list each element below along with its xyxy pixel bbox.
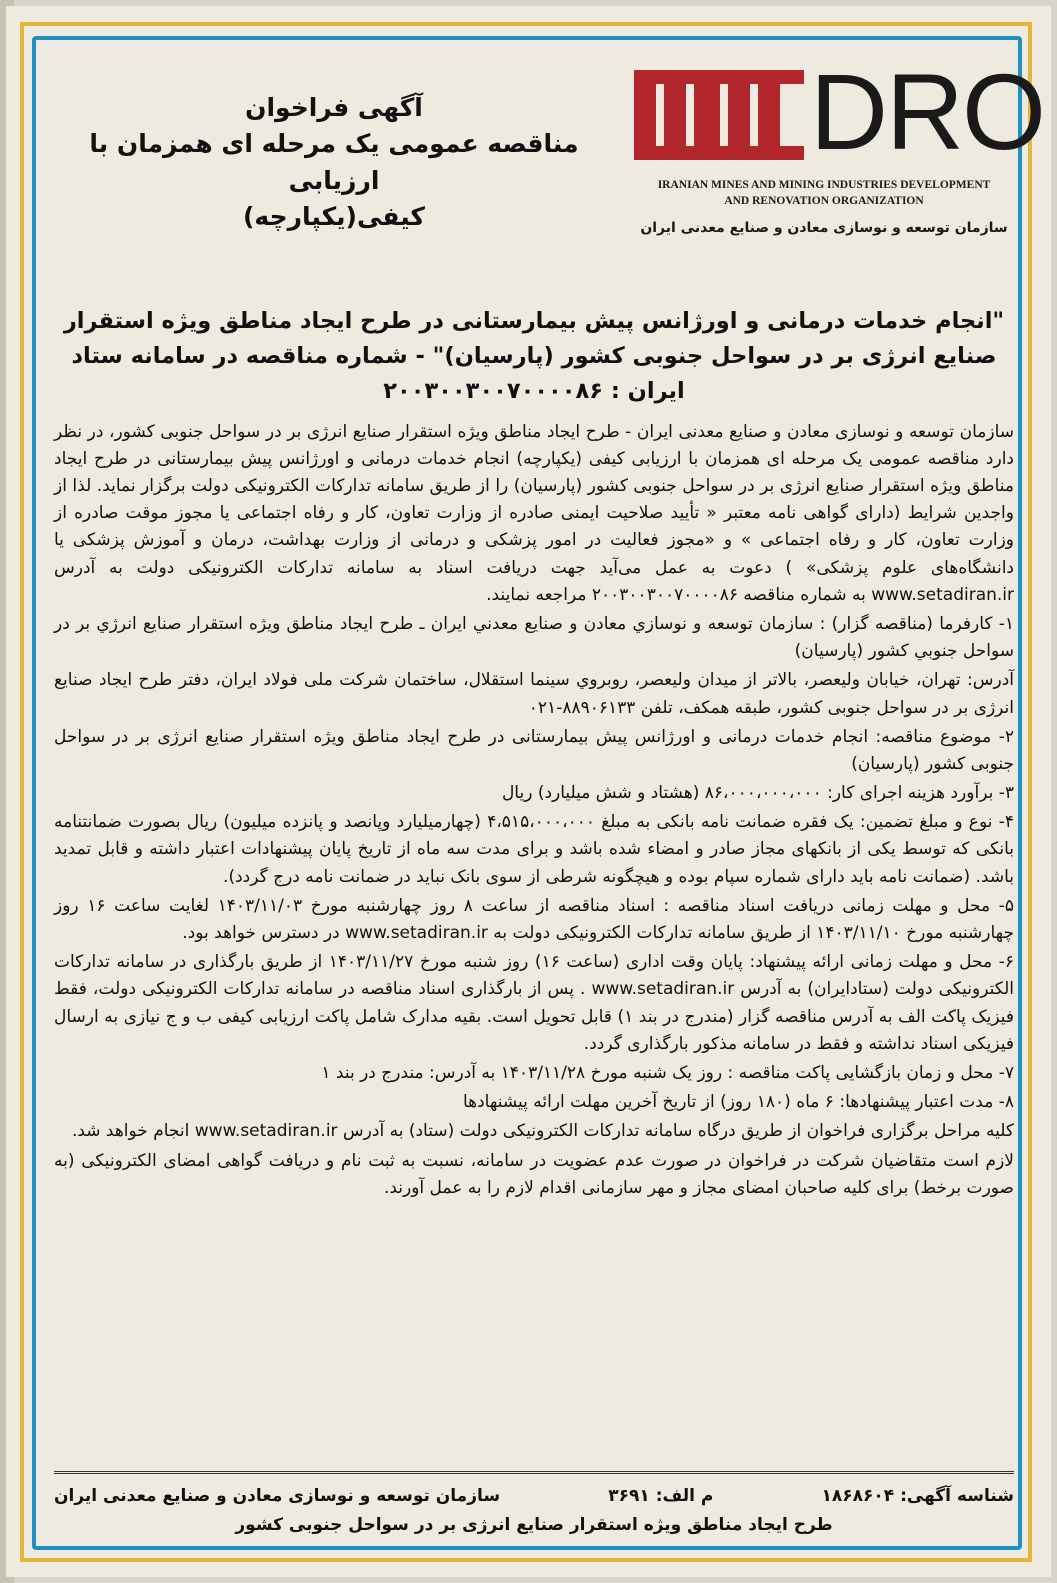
logo-word: DRO (810, 51, 1044, 172)
item-document-deadline: ۵- محل و مهلت زمانی دریافت اسناد مناقصه : اسناد مناقصه از ساعت ۸ روز چهارشنبه مورخ ۱۴۰۳/۱۱/۰۳ لغایت ساعت ۱۶ روز چهارشنبه مورخ ۱۴۰۳/۱۱/۱۰ از طریق سامانه تدارکات الکترونیکی دولت به www.setadiran.ir در دسترس خواهد بود. (54, 895, 1014, 943)
note-registration: لازم است متقاضیان شرکت در فراخوان در صورت عدم عضویت در سامانه، نسبت به ثبت نام و دریافت گواهی امضای الکترونیکی (به صورت برخط) برای کلیه صاحبان امضای مجاز و مهر سازمانی اقدام لازم را به عمل آورند. (54, 1150, 1014, 1198)
item-guarantee: ۴- نوع و مبلغ تضمین: یک فقره ضمانت نامه بانکی به مبلغ ۴،۵۱۵،۰۰۰،۰۰۰ (چهارمیلیارد وپانصد و پانزده میلیون) ریال بصورت ضمانتنامه بانکی که توسط یکی از بانکهای مجاز صادر و امضاء شده باشد و برای مدت سه ماه از تاریخ پایان پیشنهادات اعتبار داشته و قابل تمدید باشد. (ضمانت نامه باید دارای شماره سپام بوده و هیچگونه شرطی از سوی بانک نباید در ضمانت نامه درج گردد). (54, 812, 1014, 887)
ad-content (54, 51, 1044, 1540)
item-cost-estimate: ۳- برآورد هزینه اجرای کار: ۸۶،۰۰۰،۰۰۰،۰۰۰ (هشتاد و شش میلیارد) ریال (501, 783, 1014, 804)
ad-footer (54, 1471, 1014, 1540)
logo-english-name (634, 178, 1014, 209)
footer-row (54, 1482, 1014, 1511)
logo-bars-icon (634, 70, 824, 160)
logo-english-line-2: AND RENOVATION ORGANIZATION (724, 194, 924, 207)
intro-paragraph: سازمان توسعه و نوسازی معادن و صنایع معدنی ایران - طرح ایجاد مناطق ویژه استقرار صنایع انرژی بر در سواحل جنوبی کشور، در نظر دارد مناقصه عمومی یک مرحله ای همزمان با ارزیابی کیفی (یکپارچه) انجام خدمات درمانی و اورژانس پیش بیمارستانی در طرح ایجاد مناطق ویژه استقرار صنایع انرژی بر در سواحل جنوبی کشور (پارسیان) را از طریق سامانه تدارکات الکترونیکی دولت برگزار نماید. لذا از واجدین شرایط (دارای گواهی نامه معتبر « تأیید صلاحیت ایمنی صادره از وزارت تعاون، کار و رفاه اجتماعی یا مجوز موقت صادره از وزارت تعاون، کار و رفاه اجتماعی » و «مجوز فعالیت در امور پزشکی و درمانی از وزارت بهداشت، درمان و آموزش پزشکی یا دانشگاه‌های علوم پزشکی» ) دعوت به عمل می‌آید جهت دریافت اسناد به سامانه تدارکات الکترونیکی دولت به آدرس www.setadiran.ir به شماره مناقصه ۲۰۰۳۰۰۳۰۰۷۰۰۰۰۸۶ مراجعه نمایند. (54, 421, 1014, 605)
item-submission-deadline: ۶- محل و مهلت زمانی ارائه پیشنهاد: پایان وقت اداری (ساعت ۱۶) روز شنبه مورخ ۱۴۰۳/۱۱/۲۷ از طریق بارگذاری در سامانه تدارکات الکترونیکی دولت (ستادایران) به آدرس www.setadiran.ir . پس از بارگذاری اسناد مناقصه در سامانه تدارکات الکترونیکی دولت، فقط فیزیک پاکت الف به آدرس مناقصه گزار (مندرج در بند ۱) قابل تحویل است. بقیه مدارک شامل پاکت ارزیابی کیفی ب و ج نیازی به ارسال فیزیکی اسناد نداشته و فقط در سامانه مذکور بارگذاری گردد. (54, 952, 1015, 1054)
logo-persian-name: سازمان توسعه و نوسازی معادن و صنایع معدنی ایران (640, 220, 1008, 236)
item-opening: ۷- محل و زمان بازگشایی پاکت مناقصه : روز یک شنبه مورخ ۱۴۰۳/۱۱/۲۸ به آدرس: مندرج در بند ۱ (321, 1062, 1014, 1083)
m-alef: م الف: ۳۶۹۱ (608, 1486, 714, 1507)
ad-id: شناسه آگهی: ۱۸۶۸۶۰۴ (821, 1486, 1014, 1507)
note-stages: کلیه مراحل برگزاری فراخوان از طریق درگاه سامانه تدارکات الکترونیکی دولت (ستاد) به آدرس www.setadiran.ir انجام خواهد شد. (71, 1121, 1014, 1142)
footer-org: سازمان توسعه و نوسازی معادن و صنایع معدنی ایران (54, 1486, 501, 1507)
logo-english-line-1: IRANIAN MINES AND MINING INDUSTRIES DEVELOPMENT (657, 179, 991, 191)
item-subject: ۲- موضوع مناقصه: انجام خدمات درمانی و اورژانس پیش بیمارستانی در طرح ایجاد مناطق ویژه استقرار صنایع انرژی بر در سواحل جنوبی کشور (پارسیان) (54, 726, 1014, 774)
ad-header (54, 51, 1044, 310)
title-line-3: کیفی(یکپارچه) (243, 201, 425, 231)
ad-title (54, 90, 614, 235)
imidro-logo (634, 51, 1044, 250)
tender-subject: "انجام خدمات درمانی و اورژانس پیش بیمارستانی در طرح ایجاد مناطق ویژه استقرار صنایع انرژی بر در سواحل جنوبی کشور (پارسیان)" - شماره مناقصه در سامانه ستاد ایران : ۲۰۰۳۰۰۳۰۰۷۰۰۰۰۸۶ (63, 308, 1005, 404)
item-validity: ۸- مدت اعتبار پیشنهادها: ۶ ماه (۱۸۰ روز) از تاریخ آخرین مهلت ارائه پیشنهادها (462, 1092, 1014, 1113)
footer-project: طرح ایجاد مناطق ویژه استقرار صنایع انرژی بر در سواحل جنوبی کشور (235, 1515, 833, 1536)
title-line-1: آگهی فراخوان (245, 93, 423, 122)
item-address: آدرس: تهران، خيابان وليعصر، بالاتر از ميدان وليعصر، روبروي سينما استقلال، ساختمان شركت ملی فولاد ايران، دفتر طرح ايجاد صنايع انرژی بر در سواحل جنوبی كشور، طبقه همكف، تلفن ۸۸۹۰۶۱۳۳-۰۲۱ (54, 670, 1014, 718)
title-line-2: مناقصه عمومی یک مرحله ای همزمان با ارزیابی (89, 129, 579, 195)
item-employer: ۱- کارفرما (مناقصه گزار) : سازمان توسعه و نوسازي معادن و صنايع معدني ايران ـ طرح ايجاد مناطق ويژه استقرار صنايع انرژي بر در سواحل جنوبي كشور (پارسيان) (54, 613, 1014, 662)
